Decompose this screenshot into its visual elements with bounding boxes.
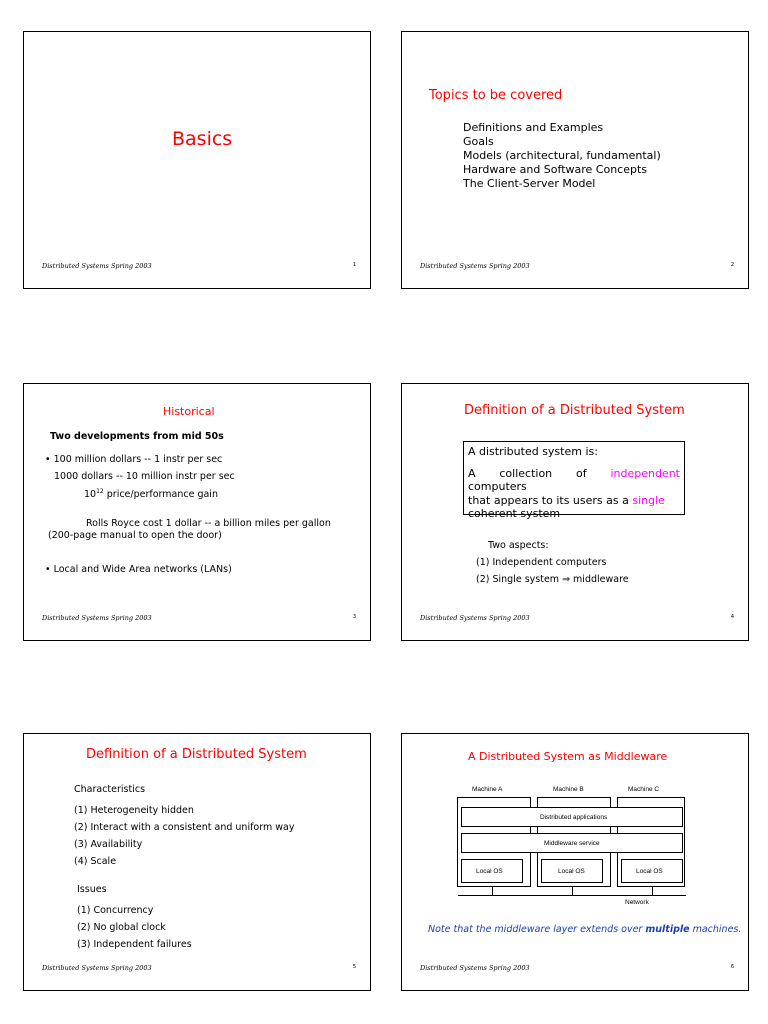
slide-footer: Distributed Systems Spring 2003 <box>42 262 152 270</box>
topics-list <box>463 121 661 191</box>
slide-title: A Distributed System as Middleware <box>468 750 668 763</box>
slide-6 <box>401 733 749 991</box>
network-link <box>492 887 493 895</box>
list-item: (1) Concurrency <box>77 905 154 916</box>
aspect-item: (2) Single system ⇒ middleware <box>476 574 629 585</box>
issues-title: Issues <box>77 884 107 895</box>
network-link <box>572 887 573 895</box>
slide-5 <box>23 733 371 991</box>
list-item: (4) Scale <box>74 856 117 867</box>
slide-title: Definition of a Distributed System <box>464 403 685 418</box>
text-line: 1000 dollars -- 10 million instr per sec <box>54 471 235 482</box>
local-os-a: Local OS <box>461 859 523 883</box>
middleware-layer: Middleware service <box>461 833 683 853</box>
list-item: Goals <box>463 135 494 148</box>
slide-title: Basics <box>172 128 233 150</box>
slide-1 <box>23 31 371 289</box>
slide-title: Historical <box>163 405 215 418</box>
list-item: Definitions and Examples <box>463 121 604 134</box>
page-number: 2 <box>730 262 734 268</box>
box-text: that appears to its users as a single <box>468 493 665 507</box>
list-item: The Client-Server Model <box>463 177 596 190</box>
text-line: Rolls Royce cost 1 dollar -- a billion miles per gallon <box>86 518 331 529</box>
aspect-item: (1) Independent computers <box>476 557 607 568</box>
slide-title: Definition of a Distributed System <box>86 747 307 762</box>
slide-subtitle: Two developments from mid 50s <box>50 431 224 442</box>
machine-a-label: Machine A <box>472 786 503 793</box>
list-item: (2) No global clock <box>77 922 166 933</box>
list-item: (3) Independent failures <box>77 939 192 950</box>
bullet-item: • 100 million dollars -- 1 instr per sec <box>45 454 223 465</box>
page-number: 1 <box>352 262 356 268</box>
slide-footer: Distributed Systems Spring 2003 <box>42 614 152 622</box>
network-label: Network <box>625 899 649 906</box>
box-text: coherent system <box>468 507 561 520</box>
slide-2 <box>401 31 749 289</box>
slide-footer: Distributed Systems Spring 2003 <box>420 262 530 270</box>
text-line: (200-page manual to open the door) <box>48 530 222 541</box>
network-line <box>458 895 686 896</box>
slide-4 <box>401 383 749 641</box>
aspects-title: Two aspects: <box>488 540 549 551</box>
list-item: Models (architectural, fundamental) <box>463 149 661 162</box>
slide-title: Topics to be covered <box>429 88 563 103</box>
definition-box <box>463 441 685 520</box>
slide-footer: Distributed Systems Spring 2003 <box>42 964 152 972</box>
characteristics-title: Characteristics <box>74 784 146 795</box>
local-os-b: Local OS <box>541 859 603 883</box>
machine-b-label: Machine B <box>553 786 584 793</box>
distributed-apps-layer: Distributed applications <box>461 807 683 827</box>
box-text: A collection of independent computers <box>468 466 680 493</box>
local-os-c: Local OS <box>621 859 683 883</box>
text-line: $10^{12}$ price/performance gain <box>84 488 218 501</box>
page-number: 5 <box>352 964 356 970</box>
list-item: (2) Interact with a consistent and uniform way <box>74 822 295 833</box>
bullet-item: • Local and Wide Area networks (LANs) <box>45 564 232 575</box>
page-number: 6 <box>730 964 734 970</box>
characteristics-list <box>74 802 294 870</box>
page-number: 4 <box>730 614 734 620</box>
slide-3 <box>23 383 371 641</box>
network-link <box>652 887 653 895</box>
list-item: (1) Heterogeneity hidden <box>74 805 194 816</box>
slide-footer: Distributed Systems Spring 2003 <box>420 614 530 622</box>
middleware-note: Note that the middleware layer extends over multiple machines. <box>428 924 742 935</box>
issues-list <box>77 902 192 953</box>
box-heading: A distributed system is: <box>468 445 598 458</box>
list-item: Hardware and Software Concepts <box>463 163 648 176</box>
machine-c-label: Machine C <box>628 786 660 793</box>
page-number: 3 <box>352 614 356 620</box>
list-item: (3) Availability <box>74 839 143 850</box>
slide-footer: Distributed Systems Spring 2003 <box>420 964 530 972</box>
